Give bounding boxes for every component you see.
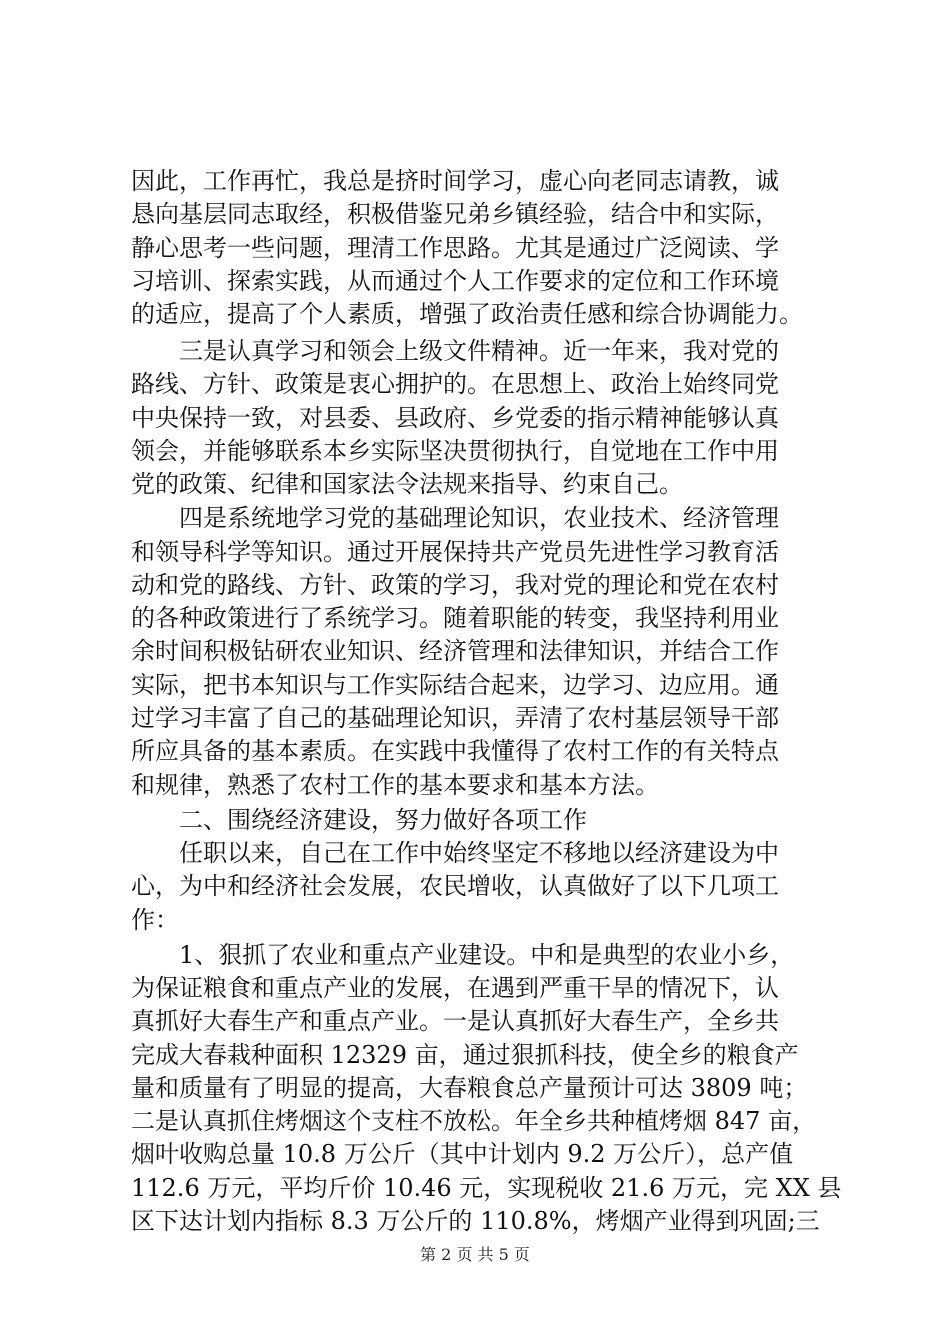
text-line: 所应具备的基本素质。在实践中我懂得了农村工作的有关特点 bbox=[131, 737, 779, 765]
text-line: 和领导科学等知识。通过开展保持共产党员先进性学习教育活 bbox=[131, 538, 779, 566]
text-line: 1、狠抓了农业和重点产业建设。中和是典型的农业小乡， bbox=[131, 941, 795, 969]
text-line: 因此，工作再忙，我总是挤时间学习，虚心向老同志请教，诚 bbox=[131, 167, 779, 195]
section-heading: 二、围绕经济建设，努力做好各项工作 bbox=[131, 806, 587, 834]
text-line: 任职以来，自己在工作中始终坚定不移地以经济建设为中 bbox=[131, 839, 779, 867]
text-line: 党的政策、纪律和国家法令法规来指导、约束自己。 bbox=[131, 470, 683, 498]
text-line: 过学习丰富了自己的基础理论知识，弄清了农村基层领导干部 bbox=[131, 704, 779, 732]
text-line: 领会，并能够联系本乡实际坚决贯彻执行，自觉地在工作中用 bbox=[131, 437, 779, 465]
text-line: 恳向基层同志取经，积极借鉴兄弟乡镇经验，结合中和实际， bbox=[131, 200, 779, 228]
text-line: 真抓好大春生产和重点产业。一是认真抓好大春生产，全乡共 bbox=[131, 1007, 779, 1035]
text-line: 中央保持一致，对县委、县政府、乡党委的指示精神能够认真 bbox=[131, 404, 779, 432]
page-footer: 第 2 页 共 5 页 bbox=[420, 1245, 530, 1264]
text-line: 四是系统地学习党的基础理论知识，农业技术、经济管理 bbox=[131, 504, 779, 532]
text-line: 三是认真学习和领会上级文件精神。近一年来，我对党的 bbox=[131, 337, 779, 365]
text-line: 完成大春栽种面积 12329 亩，通过狠抓科技，使全乡的粮食产 bbox=[131, 1041, 799, 1069]
text-line: 作： bbox=[131, 906, 179, 934]
text-line: 动和党的路线、方针、政策的学习，我对党的理论和党在农村 bbox=[131, 571, 779, 599]
text-line: 静心思考一些问题，理清工作思路。尤其是通过广泛阅读、学 bbox=[131, 234, 779, 262]
text-line: 余时间积极钻研农业知识、经济管理和法律知识，并结合工作 bbox=[131, 637, 779, 665]
text-line: 习培训、探索实践，从而通过个人工作要求的定位和工作环境 bbox=[131, 267, 779, 295]
text-line: 的适应，提高了个人素质，增强了政治责任感和综合协调能力。 bbox=[131, 300, 803, 328]
text-line: 为保证粮食和重点产业的发展，在遇到严重干旱的情况下，认 bbox=[131, 974, 779, 1002]
text-line: 路线、方针、政策是衷心拥护的。在思想上、政治上始终同党 bbox=[131, 370, 779, 398]
text-line: 烟叶收购总量 10.8 万公斤（其中计划内 9.2 万公斤），总产值 bbox=[131, 1140, 794, 1168]
text-line: 实际，把书本知识与工作实际结合起来，边学习、边应用。通 bbox=[131, 671, 779, 699]
text-line: 112.6 万元，平均斤价 10.46 元，实现税收 21.6 万元，完 XX 县 bbox=[131, 1174, 842, 1202]
text-line: 和规律，熟悉了农村工作的基本要求和基本方法。 bbox=[131, 771, 659, 799]
text-line: 量和质量有了明显的提高，大春粮食总产量预计可达 3809 吨； bbox=[131, 1074, 808, 1102]
text-line: 区下达计划内指标 8.3 万公斤的 110.8%，烤烟产业得到巩固;三 bbox=[131, 1207, 820, 1235]
text-line: 的各种政策进行了系统学习。随着职能的转变，我坚持利用业 bbox=[131, 604, 779, 632]
text-line: 心，为中和经济社会发展，农民增收，认真做好了以下几项工 bbox=[131, 872, 779, 900]
text-line: 二是认真抓住烤烟这个支柱不放松。年全乡共种植烤烟 847 亩， bbox=[131, 1107, 817, 1135]
